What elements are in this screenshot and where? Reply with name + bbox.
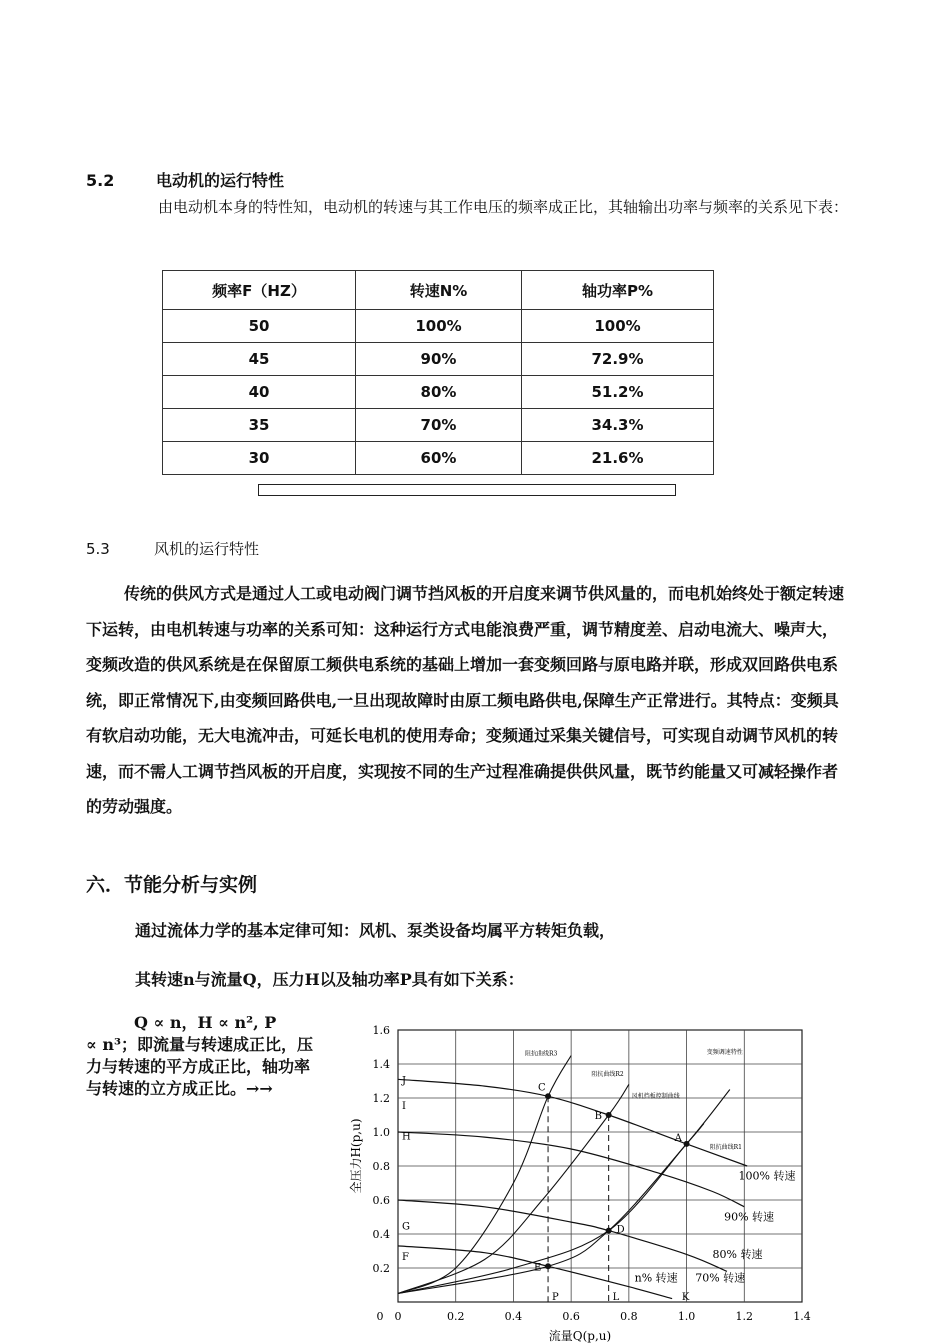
- y-axis-label: 全压力H(p,u): [349, 1118, 363, 1194]
- resistance-curve: [398, 1090, 730, 1294]
- curve-letter-label: K: [681, 1292, 690, 1303]
- curve-label: 80% 转速: [712, 1247, 763, 1261]
- section-6-line-1: 通过流体力学的基本定律可知：风机、泵类设备均属平方转矩负载，: [135, 921, 616, 940]
- fan-characteristic-chart: [340, 1016, 830, 1344]
- table-cell: 21.6%: [522, 442, 714, 475]
- x-tick-label: 0.4: [504, 1310, 523, 1323]
- section-5-3-paragraph: 传统的供风方式是通过人工或电动阀门调节挡风板的开启度来调节供风量的，而电机始终处于额定转速下运转，由电机转速与功率的关系可知：这种运行方式电能浪费严重，调节精度差、启动电流大、噪声大，变频改造的供风系统是在保留原工频供电系统的基础上增加一套变频回路与原电路并联，形成双回路供电系统，即正常情况下,由变频回路供电,一旦出现故障时由原工频电路供电,保障生产正常进行。其特点：变频具有软启动功能，无大电流冲击，可延长电机的使用寿命；变频通过采集关键信号，可实现自动调节风机的转速，而不需人工调节挡风板的开启度，实现按不同的生产过程准确提供供风量，既节约能量又可减轻操作者的劳动强度。: [86, 584, 845, 816]
- y-tick-label: 0.2: [372, 1262, 390, 1275]
- y-tick-label: 1.0: [372, 1126, 390, 1139]
- relation-formula: Q ∝ n，H ∝ n², P: [134, 1013, 277, 1032]
- section-5-2-intro: 由电动机本身的特性知，电动机的转速与其工作电压的频率成正比，其轴输出功率与频率的关系见下表：: [158, 198, 849, 216]
- curve-label: 变频调速特性: [706, 1048, 743, 1056]
- y-tick-label: 0.6: [372, 1194, 390, 1207]
- table-header: 转速N%: [356, 271, 522, 310]
- section-6-line-2: 其转速n与流量Q，压力H以及轴功率P具有如下关系：: [135, 970, 524, 989]
- empty-box-divider: [258, 484, 676, 496]
- table-cell: 80%: [356, 376, 522, 409]
- curve-label: 90% 转速: [724, 1210, 775, 1224]
- table-cell: 90%: [356, 343, 522, 376]
- curve-letter-label: P: [552, 1292, 559, 1303]
- curve-label: 风机挡板控制曲线: [631, 1093, 680, 1100]
- operating-point: [545, 1093, 551, 1099]
- table-cell: 72.9%: [522, 343, 714, 376]
- table-row: [163, 442, 714, 475]
- chart-curves: [398, 1056, 747, 1303]
- operating-point: [606, 1112, 612, 1118]
- section-title: 风机的运行特性: [154, 540, 260, 558]
- table-cell: 100%: [522, 310, 714, 343]
- y-tick-label: 0.4: [372, 1228, 390, 1241]
- table-header: 频率F（HZ）: [163, 271, 356, 310]
- table-cell: 45: [163, 343, 356, 376]
- section-title: 电动机的运行特性: [156, 171, 285, 190]
- section-5-2-heading: [86, 168, 284, 191]
- curve-letter-label: F: [402, 1252, 409, 1264]
- curve-letter-label: J: [402, 1075, 407, 1087]
- section-6-heading: 六．节能分析与实例: [86, 874, 258, 896]
- table-cell: 50: [163, 310, 356, 343]
- x-tick-label: 0: [394, 1310, 402, 1323]
- section-number: 5.2: [86, 171, 115, 190]
- operating-point: [684, 1141, 690, 1147]
- x-tick-label: 0: [376, 1310, 384, 1323]
- table-cell: 70%: [356, 409, 522, 442]
- curve-label: 阻抗曲线R3: [524, 1050, 558, 1058]
- point-label: C: [538, 1082, 546, 1094]
- speed-curve: [398, 1200, 727, 1274]
- curve-letter-label: G: [402, 1221, 410, 1233]
- table-cell: 51.2%: [522, 376, 714, 409]
- curve-letter-label: I: [402, 1100, 406, 1112]
- x-tick-label: 0.8: [620, 1310, 638, 1323]
- table-row: [163, 376, 714, 409]
- curve-label: n% 转速: [634, 1271, 678, 1285]
- section-number: 5.3: [86, 540, 110, 558]
- section-5-3-heading: [86, 538, 259, 559]
- point-label: B: [594, 1111, 603, 1122]
- table-row: [163, 409, 714, 442]
- table-cell: 60%: [356, 442, 522, 475]
- curve-label: 100% 转速: [738, 1169, 796, 1183]
- relation-explanation: ∝ n³；即流量与转速成正比，压力与转速的平方成正比，轴功率与转速的立方成正比。: [86, 1035, 313, 1098]
- point-label: E: [534, 1262, 542, 1274]
- x-tick-label: 0.6: [562, 1310, 580, 1323]
- curve-label: 阻抗曲线R2: [591, 1070, 624, 1078]
- table-header-row: [163, 271, 714, 310]
- speed-curve: [398, 1079, 747, 1166]
- curve-letter-label: H: [402, 1131, 411, 1143]
- curve-letter-label: L: [612, 1292, 620, 1303]
- chart-labels: [373, 1024, 811, 1323]
- y-tick-label: 1.6: [372, 1024, 390, 1037]
- table-cell: 30: [163, 442, 356, 475]
- x-tick-label: 1.4: [793, 1310, 811, 1323]
- table-cell: 100%: [356, 310, 522, 343]
- table-row: [163, 343, 714, 376]
- y-tick-label: 0.8: [372, 1160, 390, 1173]
- x-tick-label: 0.2: [446, 1310, 465, 1323]
- table-row: [163, 310, 714, 343]
- relation-text: [86, 1012, 322, 1100]
- arrow-icon: →→: [246, 1079, 273, 1098]
- table-cell: 35: [163, 409, 356, 442]
- curve-label: 阻抗曲线R1: [709, 1144, 743, 1151]
- curve-label: 70% 转速: [695, 1271, 746, 1285]
- x-tick-label: 1.0: [677, 1310, 696, 1323]
- y-tick-label: 1.2: [372, 1092, 390, 1105]
- table-cell: 34.3%: [522, 409, 714, 442]
- point-label: D: [616, 1224, 625, 1236]
- table-cell: 40: [163, 376, 356, 409]
- table-header: 轴功率P%: [522, 271, 714, 310]
- x-axis-label: 流量Q(p,u): [548, 1329, 612, 1343]
- operating-point: [606, 1228, 612, 1234]
- x-tick-label: 1.2: [735, 1310, 754, 1323]
- frequency-table: [162, 270, 714, 475]
- y-tick-label: 1.4: [372, 1058, 390, 1071]
- operating-point: [545, 1263, 551, 1269]
- point-label: A: [674, 1132, 682, 1144]
